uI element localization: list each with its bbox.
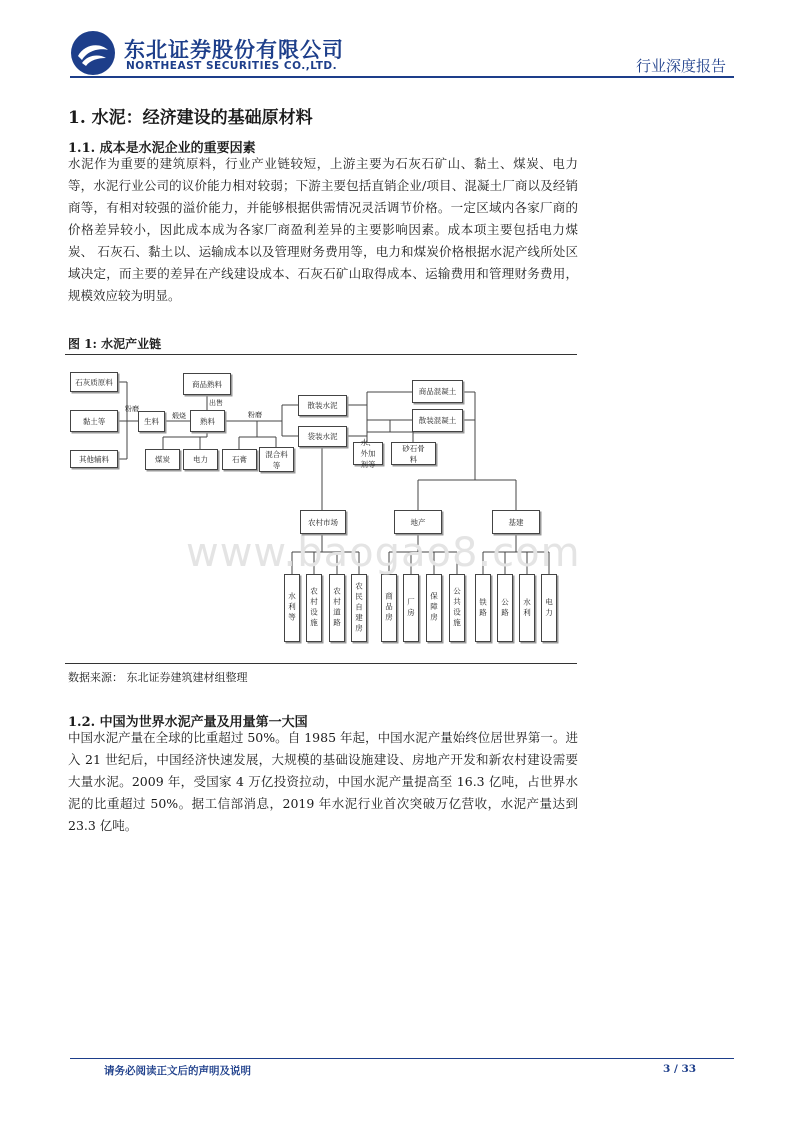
node-infrastructure: 基建 xyxy=(492,510,540,534)
node-limestone: 石灰质原料 xyxy=(70,372,118,392)
company-name-en: NORTHEAST SECURITIES CO.,LTD. xyxy=(126,60,338,72)
node-sand-gravel: 砂石骨料 xyxy=(391,442,436,465)
leaf-railway: 铁路 xyxy=(475,574,491,642)
node-bulk-cement: 散装水泥 xyxy=(298,395,347,416)
leaf-public-facilities: 公共设施 xyxy=(449,574,465,642)
leaf-farmer-housing: 农民自建房 xyxy=(351,574,367,642)
figure-bottom-rule xyxy=(65,663,577,664)
edge-label-grind-1: 粉磨 xyxy=(125,405,139,413)
page-number: 3 / 33 xyxy=(663,1063,697,1075)
paragraph-cost: 水泥作为重要的建筑原料，行业产业链较短，上游主要为石灰石矿山、黏土、煤炭、电力等，水泥行业公司的议价能力相对较弱；下游主要包括直销企业/项目、混凝土厂商以及经销商等，有相对较强的溢价能力，并能够根据供需情况灵活调节价格。一定区域内各家厂商的价格差异较小，因此成本成为各家厂商盈利差异的主要影响因素。成本项主要包括电力煤炭、 石灰石、黏土以、运输成本以及管理财务费用等，电力和煤炭价格根据水泥产线所处区域决定，而主要的差异在产线建设成本、石灰石矿山取得成本、运输费用和管理财务费用，规模效应较为明显。 xyxy=(68,156,578,303)
node-power: 电力 xyxy=(183,449,218,470)
node-admixture: 混合料等 xyxy=(259,447,294,472)
edge-label-calcine: 煅烧 xyxy=(172,412,186,420)
subsection-title-1-2: 1.2. 中国为世界水泥产量及用量第一大国 xyxy=(68,715,308,730)
node-commercial-concrete: 商品混凝土 xyxy=(412,380,463,403)
leaf-commercial-housing: 商品房 xyxy=(381,574,397,642)
node-bagged-cement: 袋装水泥 xyxy=(298,426,347,447)
paragraph-production: 中国水泥产量在全球的比重超过 50%。自 1985 年起，中国水泥产量始终位居世界第一。进入 21 世纪后，中国经济快速发展，大规模的基础设施建设、房地产开发和新农村建设需要大量水泥。2009 年，受国家 4 万亿投资拉动，中国水泥产量提高至 16.3 亿吨，占世界水泥的比重超过 50%。据工信部消息，2019 年水泥行业首次突破万亿营收，水泥产量达到 23.3 亿吨。 xyxy=(68,730,578,833)
node-real-estate: 地产 xyxy=(394,510,442,534)
edge-label-sell: 出售 xyxy=(209,399,223,407)
leaf-electricity: 电力 xyxy=(541,574,557,642)
footer-rule xyxy=(70,1058,734,1059)
leaf-water-conservancy: 水利等 xyxy=(284,574,300,642)
leaf-rural-roads: 农村道路 xyxy=(329,574,345,642)
figure-source: 数据来源： 东北证券建筑建材组整理 xyxy=(68,671,248,684)
node-water-admixture: 水、外加剂等 xyxy=(353,442,383,465)
footer-disclaimer: 请务必阅读正文后的声明及说明 xyxy=(104,1065,251,1077)
node-clay: 黏土等 xyxy=(70,410,118,432)
node-raw-meal: 生料 xyxy=(138,411,165,432)
watermark: www.baogao8.com xyxy=(186,530,581,576)
report-type: 行业深度报告 xyxy=(636,57,727,75)
node-bulk-concrete: 散装混凝土 xyxy=(412,409,463,432)
node-coal: 煤炭 xyxy=(145,449,180,470)
leaf-factory: 厂房 xyxy=(403,574,419,642)
node-commercial-clinker: 商品熟料 xyxy=(183,373,231,395)
node-rural-market: 农村市场 xyxy=(300,510,346,534)
node-gypsum: 石膏 xyxy=(222,449,257,470)
subsection-title-1-1: 1.1. 成本是水泥企业的重要因素 xyxy=(68,141,256,156)
edge-label-grind-2: 粉磨 xyxy=(248,411,262,419)
figure-caption: 图 1: 水泥产业链 xyxy=(68,337,162,351)
node-other-aux: 其他辅料 xyxy=(70,450,118,468)
node-clinker: 熟料 xyxy=(190,410,225,432)
leaf-water: 水利 xyxy=(519,574,535,642)
leaf-rural-facilities: 农村设施 xyxy=(306,574,322,642)
leaf-highway: 公路 xyxy=(497,574,513,642)
company-name-cn: 东北证券股份有限公司 xyxy=(124,38,344,62)
leaf-affordable-housing: 保障房 xyxy=(426,574,442,642)
section-title: 1. 水泥：经济建设的基础原材料 xyxy=(68,108,313,128)
